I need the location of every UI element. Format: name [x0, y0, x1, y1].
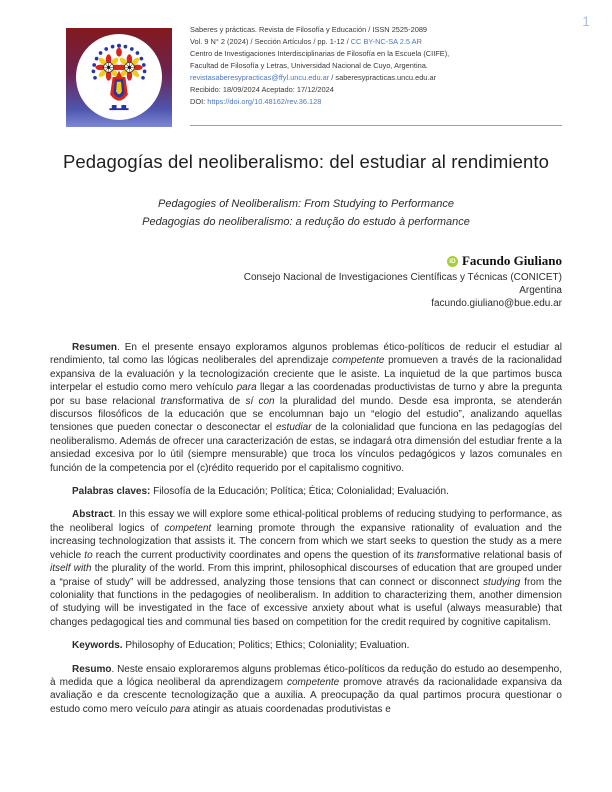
author-name: Facundo Giuliano	[461, 253, 562, 268]
page-number: 1	[582, 13, 590, 29]
volume-line: Vol. 9 N° 2 (2024) / Sección Artículos / pp. 1-12 / CC BY-NC-SA 2.5 AR	[190, 37, 422, 46]
author-affiliation: Consejo Nacional de Investigaciones Científicas y Técnicas (CONICET)	[243, 272, 562, 283]
abstract-english: Abstract. In this essay we will explore some ethical-political problems of reducing studying to performance, as the neoliberal logics of competent learning promote through the expansive rationality of evaluation and the increasing technologization that assists it. The concern from which we start seeks to question the study as a mere vehicle to reach the current productivity coordinates and opens the question of its transformative relational basis of itself with the plurality of the world. From this imprint, philosophical discourses of education that are grouped under a “praise of study” will be addressed, analyzing those tensions that can connect or disconnect studying from the coloniality that functions in the pedagogies of neoliberalism. In addition to characterizing them, another dimension of studying will be investigated in the face of excessive anxiety about what is useful (always measurable) that changes pedagogical ties and communal ties based on competition for the credit required by cognitive capitalism.	[50, 509, 563, 628]
faculty-line: Facultad de Filosofía y Letras, Universidad Nacional de Cuyo, Argentina.	[190, 61, 428, 70]
license-link[interactable]: CC BY-NC-SA 2.5 AR	[350, 37, 422, 46]
abstract-spanish: Resumen. En el presente ensayo exploramos algunos problemas ético-políticos de reducir el estudiar al rendimiento, tal como las lógicas neoliberales del aprendizaje competente promueven a través de la racionalidad expansiva de la evaluación y la tecnologización creciente que le asiste. La inquietud de la que partimos busca interpelar el estudio como mero vehículo para llegar a las coordenadas productivistas de turno y abre la pregunta por su base relacional transformativa de sí con la pluralidad del mundo. Desde esa impronta, se atenderán discursos filosóficos de la educación que se encolumnan bajo un “elogio del estudio”, analizando aquellas tensiones que pueden conectar o desconectar el estudiar de la colonialidad que funciona en las pedagogías del neoliberalismo. Además de ofrecer una caracterización de estas, se indagará otra dimensión del estudiar frente a la ansiedad excesiva por lo útil (siempre mensurable) que troca los vínculos pedagógicos y lazos comunales en función de la competencia por el (c)rédito requerido por el capitalismo cognitivo.	[50, 342, 563, 474]
keywords-spanish: Palabras claves: Filosofía de la Educación; Política; Ética; Colonialidad; Evaluación.	[72, 486, 449, 498]
keywords-english: Keywords. Philosophy of Education; Politics; Ethics; Coloniality; Evaluation.	[72, 640, 410, 652]
author-country: Argentina	[519, 285, 562, 296]
doi-line: DOI: https://doi.org/10.48162/rev.36.128	[190, 97, 322, 106]
contact-line: revistasaberesypracticas@ffyl.uncu.edu.ar / saberesypracticas.uncu.edu.ar	[190, 73, 437, 82]
author-block	[120, 254, 562, 310]
subtitle-english: Pedagogies of Neoliberalism: From Studying to Performance	[158, 198, 454, 210]
header-divider	[190, 125, 562, 126]
journal-title-line: Saberes y prácticas. Revista de Filosofía y Educación / ISSN 2525-2089	[190, 25, 428, 34]
abstract-portuguese: Resumo. Neste ensaio exploraremos alguns problemas ético-políticos da redução do estudo ao desempenho, à medida que a lógica neoliberal da aprendizagem competente promove através da racionalidade expansiva da avaliação e da crescente tecnologização que a auxilia. A preocupação da qual partimos procura questionar o estudo como mero veículo para atingir as atuais coordenadas produtivistas e	[50, 663, 562, 715]
institute-line: Centro de Investigaciones Interdisciplinarias de Filosofía en la Escuela (CIIFE),	[190, 49, 450, 58]
received-accepted-line: Recibido: 18/09/2024 Aceptado: 17/12/2024	[190, 85, 334, 94]
author-email[interactable]: facundo.giuliano@bue.edu.ar	[431, 298, 562, 309]
journal-logo	[66, 28, 172, 127]
article-title: Pedagogías del neoliberalismo: del estudiar al rendimiento	[62, 151, 550, 172]
journal-email-link[interactable]: revistasaberesypracticas@ffyl.uncu.edu.ar	[190, 73, 330, 82]
orcid-icon[interactable]: iD	[447, 256, 458, 267]
doi-link[interactable]: https://doi.org/10.48162/rev.36.128	[207, 97, 322, 106]
author-email-row	[120, 297, 562, 310]
journal-header	[190, 24, 449, 108]
owl-logo-icon	[76, 34, 162, 120]
article-body	[50, 341, 562, 726]
author-name-row	[120, 254, 562, 267]
subtitle-portuguese: Pedagogias do neoliberalismo: a redução do estudo à performance	[142, 216, 470, 228]
